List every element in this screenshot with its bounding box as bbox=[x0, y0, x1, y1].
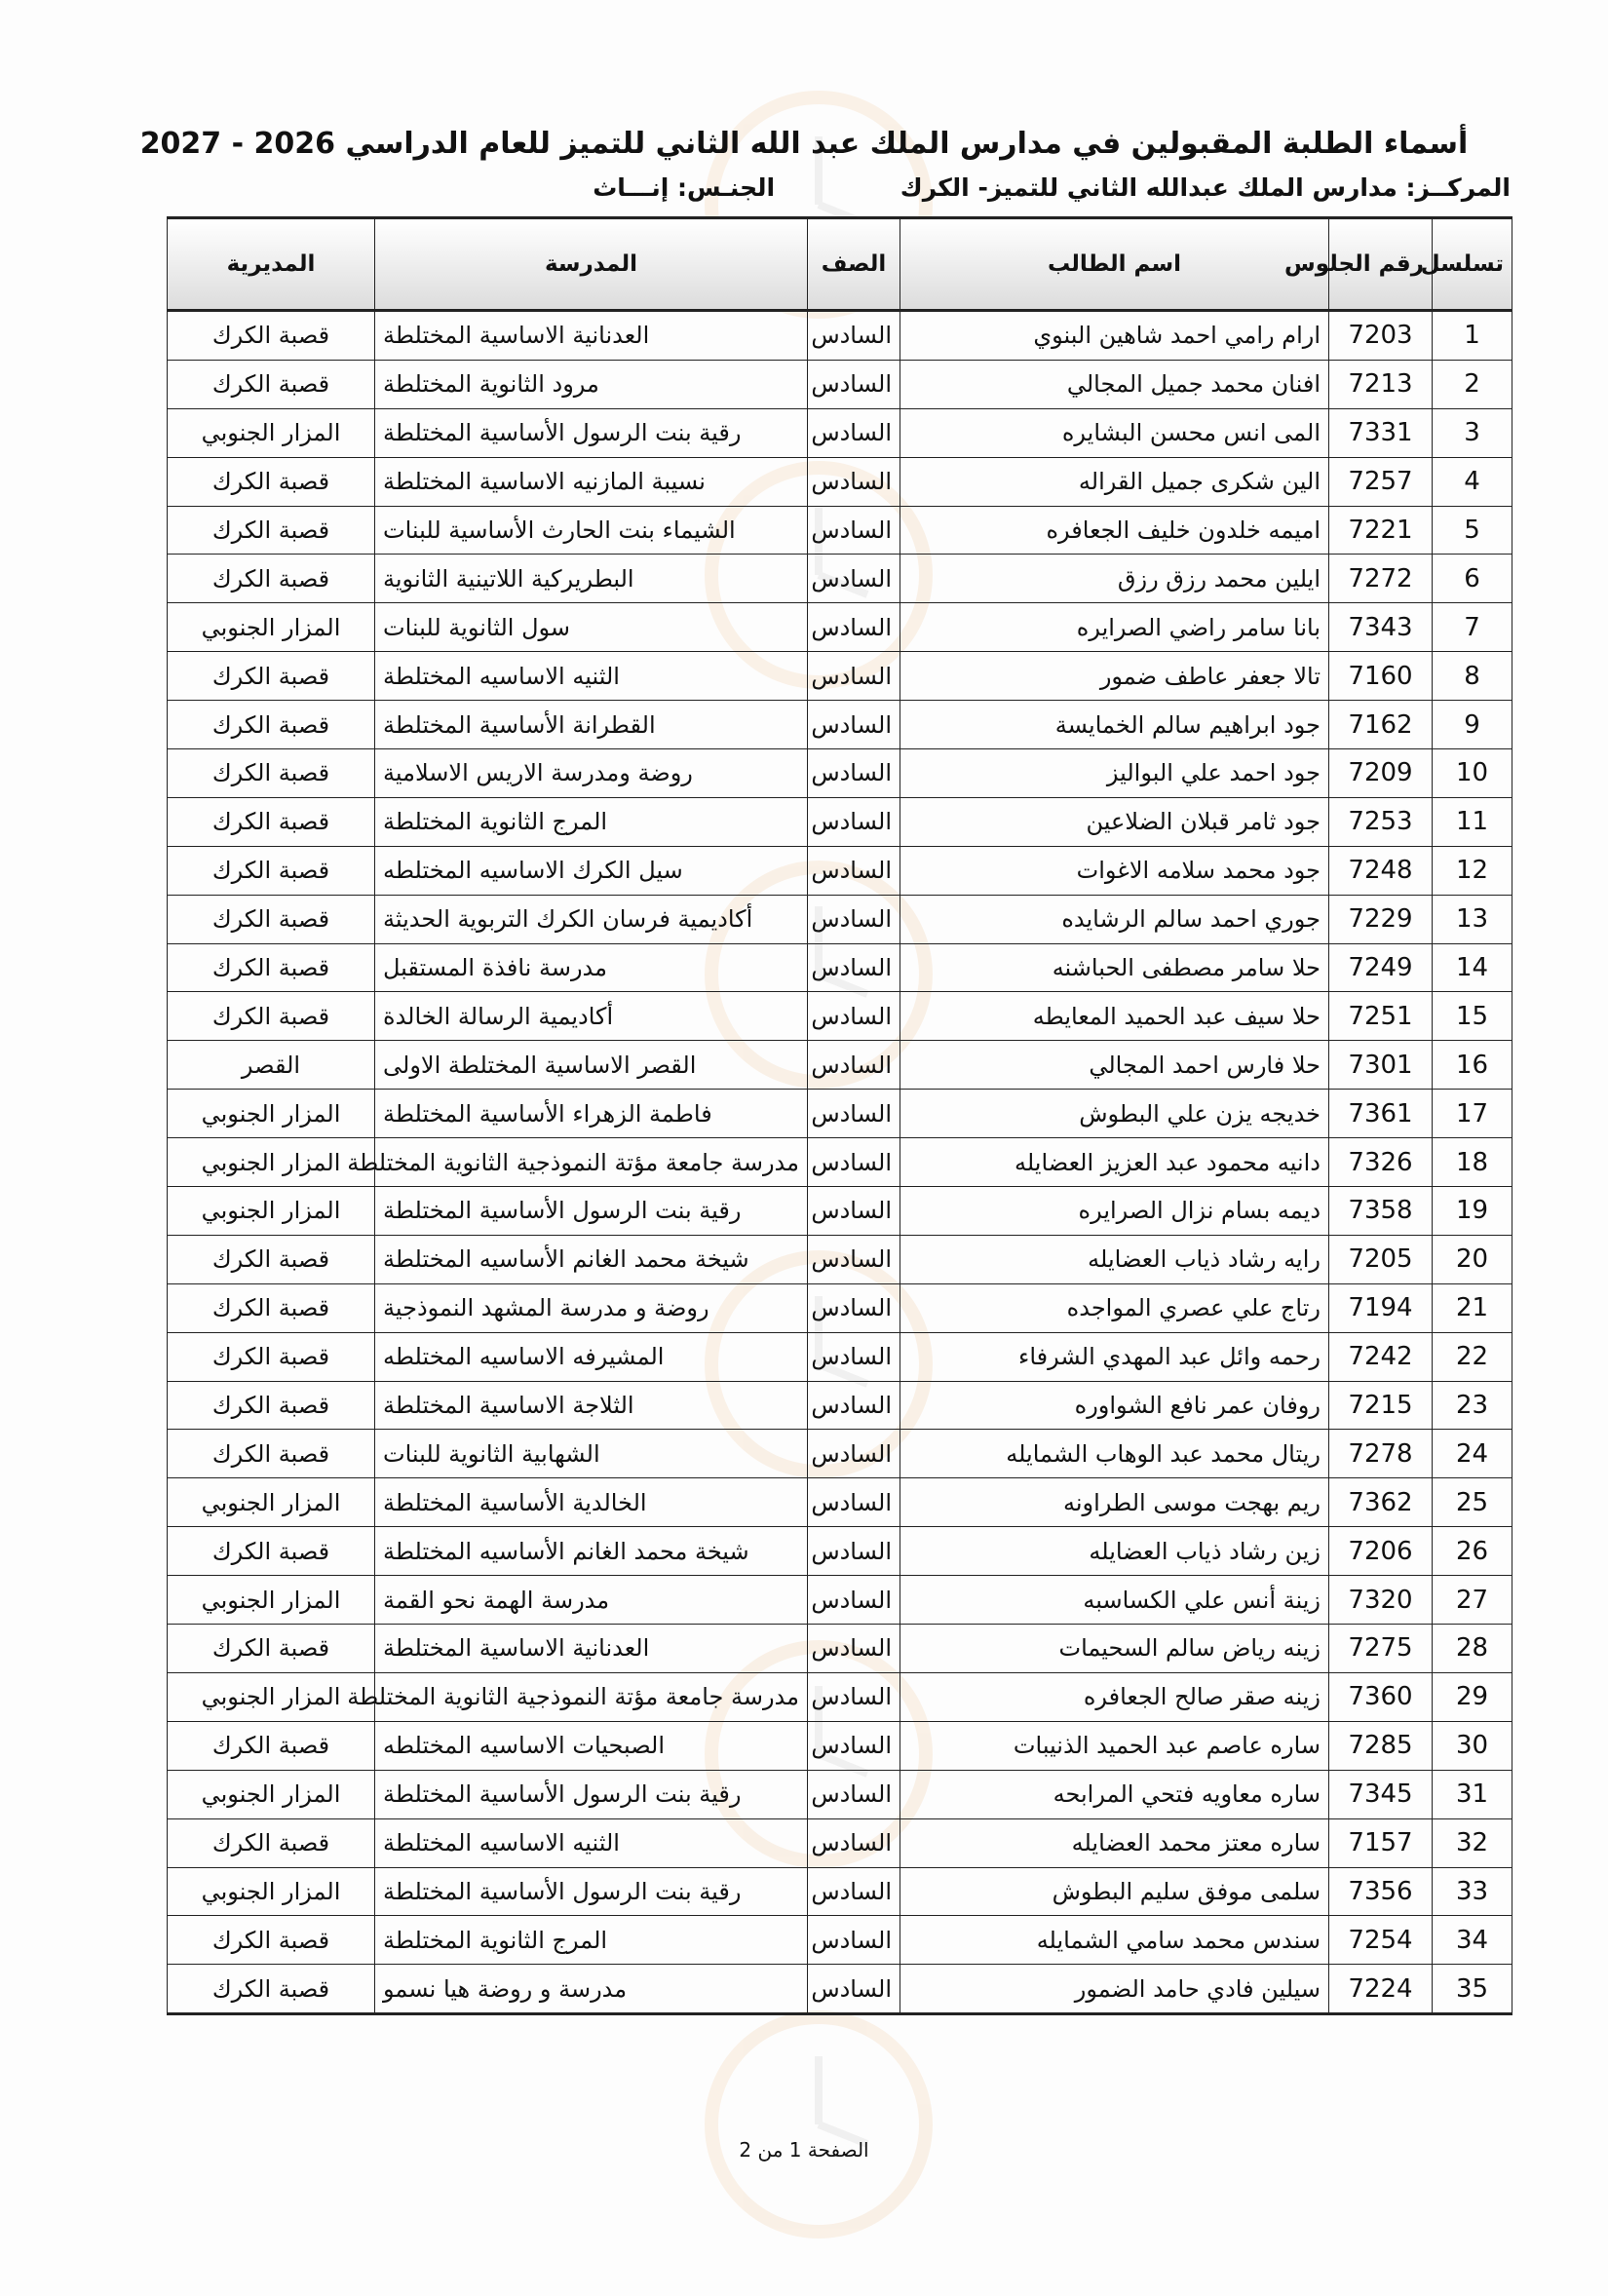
table-row bbox=[168, 457, 1512, 506]
cell-seq: 34 bbox=[1433, 1916, 1512, 1965]
cell-seat-number: 7203 bbox=[1329, 311, 1433, 361]
table-row bbox=[168, 555, 1512, 603]
cell-student-name: سندس محمد سامي الشمايله bbox=[900, 1916, 1329, 1965]
cell-seat-number: 7248 bbox=[1329, 846, 1433, 895]
cell-directorate: المزار الجنوبي bbox=[168, 1770, 375, 1818]
cell-student-name: ريم بهجت موسى الطراونه bbox=[900, 1478, 1329, 1527]
cell-school: رقية بنت الرسول الأساسية المختلطة bbox=[375, 408, 808, 457]
document-subheading bbox=[593, 173, 1511, 202]
cell-seq: 32 bbox=[1433, 1818, 1512, 1867]
header-school: المدرسة bbox=[375, 218, 808, 311]
cell-student-name: افنان محمد جميل المجالي bbox=[900, 360, 1329, 408]
cell-seat-number: 7257 bbox=[1329, 457, 1433, 506]
table-row bbox=[168, 1867, 1512, 1916]
table-row bbox=[168, 1818, 1512, 1867]
cell-seat-number: 7278 bbox=[1329, 1430, 1433, 1478]
cell-school: القطرانة الأساسية المختلطة bbox=[375, 701, 808, 749]
header-directorate: المديرية bbox=[168, 218, 375, 311]
cell-grade: السادس bbox=[808, 1430, 900, 1478]
cell-school: مدرسة الهمة نحو القمة bbox=[375, 1576, 808, 1625]
cell-seq: 15 bbox=[1433, 992, 1512, 1041]
table-row bbox=[168, 701, 1512, 749]
cell-student-name: روفان عمر نافع الشواوره bbox=[900, 1381, 1329, 1430]
cell-school: فاطمة الزهراء الأساسية المختلطة bbox=[375, 1090, 808, 1138]
center-label: المركــز: bbox=[1405, 173, 1511, 202]
cell-grade: السادس bbox=[808, 943, 900, 992]
cell-grade: السادس bbox=[808, 797, 900, 846]
cell-school: العدنانية الاساسية المختلطة bbox=[375, 311, 808, 361]
cell-seq: 18 bbox=[1433, 1138, 1512, 1187]
cell-directorate: المزار الجنوبي bbox=[168, 1090, 375, 1138]
cell-seat-number: 7253 bbox=[1329, 797, 1433, 846]
cell-seq: 31 bbox=[1433, 1770, 1512, 1818]
cell-seat-number: 7205 bbox=[1329, 1235, 1433, 1283]
header-grade: الصف bbox=[808, 218, 900, 311]
table-row bbox=[168, 749, 1512, 798]
cell-seq: 28 bbox=[1433, 1625, 1512, 1673]
cell-directorate: قصبة الكرك bbox=[168, 1818, 375, 1867]
cell-seq: 19 bbox=[1433, 1187, 1512, 1236]
students-table bbox=[167, 216, 1512, 2015]
cell-seq: 5 bbox=[1433, 506, 1512, 555]
cell-student-name: رايه رشاد ذياب العضايله bbox=[900, 1235, 1329, 1283]
cell-school: شيخة محمد الغانم الأساسيه المختلطة bbox=[375, 1235, 808, 1283]
cell-grade: السادس bbox=[808, 1090, 900, 1138]
cell-seq: 3 bbox=[1433, 408, 1512, 457]
table-row bbox=[168, 1527, 1512, 1576]
table-row bbox=[168, 1576, 1512, 1625]
cell-seat-number: 7251 bbox=[1329, 992, 1433, 1041]
table-row bbox=[168, 1090, 1512, 1138]
table-row bbox=[168, 603, 1512, 652]
cell-directorate: قصبة الكرك bbox=[168, 311, 375, 361]
cell-directorate: قصبة الكرك bbox=[168, 797, 375, 846]
cell-seat-number: 7249 bbox=[1329, 943, 1433, 992]
cell-grade: السادس bbox=[808, 506, 900, 555]
cell-directorate: قصبة الكرك bbox=[168, 1625, 375, 1673]
cell-student-name: اميمه خلدون خليف الجعافره bbox=[900, 506, 1329, 555]
cell-seat-number: 7331 bbox=[1329, 408, 1433, 457]
cell-student-name: زينه صقر صالح الجعافره bbox=[900, 1672, 1329, 1721]
cell-seat-number: 7360 bbox=[1329, 1672, 1433, 1721]
cell-directorate: قصبة الكرك bbox=[168, 1381, 375, 1430]
table-row bbox=[168, 1721, 1512, 1770]
cell-seq: 1 bbox=[1433, 311, 1512, 361]
cell-school: البطريركية اللاتينية الثانوية bbox=[375, 555, 808, 603]
table-header-row bbox=[168, 218, 1512, 311]
cell-school: المرج الثانوية المختلطة bbox=[375, 1916, 808, 1965]
cell-student-name: رحمه وائل عبد المهدي الشرفاء bbox=[900, 1332, 1329, 1381]
cell-school: سول الثانوية للبنات bbox=[375, 603, 808, 652]
cell-student-name: سلمى موفق سليم البطوش bbox=[900, 1867, 1329, 1916]
cell-student-name: ريتال محمد عبد الوهاب الشمايله bbox=[900, 1430, 1329, 1478]
cell-seat-number: 7254 bbox=[1329, 1916, 1433, 1965]
cell-student-name: ايلين محمد رزق رزق bbox=[900, 555, 1329, 603]
cell-grade: السادس bbox=[808, 1576, 900, 1625]
cell-directorate: قصبة الكرك bbox=[168, 457, 375, 506]
cell-directorate: قصبة الكرك bbox=[168, 1332, 375, 1381]
cell-directorate: المزار الجنوبي bbox=[168, 1672, 375, 1721]
cell-seat-number: 7209 bbox=[1329, 749, 1433, 798]
cell-school: الثنيه الاساسيه المختلطة bbox=[375, 1818, 808, 1867]
cell-seq: 25 bbox=[1433, 1478, 1512, 1527]
cell-grade: السادس bbox=[808, 1235, 900, 1283]
cell-student-name: تالا جعفر عاطف ضمور bbox=[900, 652, 1329, 701]
cell-seq: 20 bbox=[1433, 1235, 1512, 1283]
cell-grade: السادس bbox=[808, 1138, 900, 1187]
cell-school: المرج الثانوية المختلطة bbox=[375, 797, 808, 846]
cell-grade: السادس bbox=[808, 1625, 900, 1673]
cell-student-name: زين رشاد ذياب العضايله bbox=[900, 1527, 1329, 1576]
cell-directorate: القصر bbox=[168, 1041, 375, 1090]
cell-seq: 26 bbox=[1433, 1527, 1512, 1576]
cell-school: الشيماء بنت الحارث الأساسية للبنات bbox=[375, 506, 808, 555]
cell-school: القصر الاساسية المختلطة الاولى bbox=[375, 1041, 808, 1090]
table-row bbox=[168, 311, 1512, 361]
cell-seat-number: 7358 bbox=[1329, 1187, 1433, 1236]
table-row bbox=[168, 895, 1512, 943]
cell-grade: السادس bbox=[808, 457, 900, 506]
cell-seat-number: 7224 bbox=[1329, 1965, 1433, 2014]
table-body bbox=[168, 311, 1512, 2014]
cell-grade: السادس bbox=[808, 1867, 900, 1916]
cell-student-name: حلا فارس احمد المجالي bbox=[900, 1041, 1329, 1090]
cell-seat-number: 7301 bbox=[1329, 1041, 1433, 1090]
cell-school: مدرسة جامعة مؤتة النموذجية الثانوية المختلطة bbox=[375, 1672, 808, 1721]
cell-grade: السادس bbox=[808, 360, 900, 408]
cell-directorate: قصبة الكرك bbox=[168, 1430, 375, 1478]
cell-student-name: ديمه بسام نزال الصرايره bbox=[900, 1187, 1329, 1236]
cell-grade: السادس bbox=[808, 1916, 900, 1965]
cell-student-name: جود محمد سلامه الاغوات bbox=[900, 846, 1329, 895]
cell-student-name: ساره معتز محمد العضايله bbox=[900, 1818, 1329, 1867]
cell-school: مدرسة نافذة المستقبل bbox=[375, 943, 808, 992]
header-seat-number: رقم الجلوس bbox=[1329, 218, 1433, 311]
cell-directorate: قصبة الكرك bbox=[168, 506, 375, 555]
cell-student-name: دانيه محمود عبد العزيز العضايله bbox=[900, 1138, 1329, 1187]
cell-directorate: قصبة الكرك bbox=[168, 1527, 375, 1576]
cell-seq: 29 bbox=[1433, 1672, 1512, 1721]
cell-school: الصبحيات الاساسيه المختلطه bbox=[375, 1721, 808, 1770]
cell-directorate: قصبة الكرك bbox=[168, 652, 375, 701]
cell-grade: السادس bbox=[808, 1332, 900, 1381]
cell-seat-number: 7356 bbox=[1329, 1867, 1433, 1916]
cell-seq: 24 bbox=[1433, 1430, 1512, 1478]
cell-seq: 22 bbox=[1433, 1332, 1512, 1381]
table-row bbox=[168, 1041, 1512, 1090]
cell-directorate: المزار الجنوبي bbox=[168, 1138, 375, 1187]
gender-label: الجنـس: bbox=[677, 173, 776, 202]
header-student-name: اسم الطالب bbox=[900, 218, 1329, 311]
cell-directorate: المزار الجنوبي bbox=[168, 1478, 375, 1527]
cell-grade: السادس bbox=[808, 1283, 900, 1332]
cell-school: المشيرفه الاساسيه المختلطه bbox=[375, 1332, 808, 1381]
cell-grade: السادس bbox=[808, 846, 900, 895]
cell-seq: 23 bbox=[1433, 1381, 1512, 1430]
cell-seat-number: 7229 bbox=[1329, 895, 1433, 943]
cell-grade: السادس bbox=[808, 1965, 900, 2014]
cell-school: أكاديمية فرسان الكرك التربوية الحديثة bbox=[375, 895, 808, 943]
cell-school: العدنانية الاساسية المختلطة bbox=[375, 1625, 808, 1673]
cell-school: الخالدية الأساسية المختلطة bbox=[375, 1478, 808, 1527]
cell-student-name: المى انس محسن البشايره bbox=[900, 408, 1329, 457]
cell-seq: 14 bbox=[1433, 943, 1512, 992]
cell-school: رقية بنت الرسول الأساسية المختلطة bbox=[375, 1187, 808, 1236]
cell-school: الثلاجة الاساسية المختلطة bbox=[375, 1381, 808, 1430]
cell-student-name: بانا سامر راضي الصرايره bbox=[900, 603, 1329, 652]
table-row bbox=[168, 1672, 1512, 1721]
cell-school: سيل الكرك الاساسيه المختلطه bbox=[375, 846, 808, 895]
cell-school: رقية بنت الرسول الأساسية المختلطة bbox=[375, 1867, 808, 1916]
cell-grade: السادس bbox=[808, 652, 900, 701]
cell-school: مرود الثانوية المختلطة bbox=[375, 360, 808, 408]
cell-grade: السادس bbox=[808, 749, 900, 798]
document-title: أسماء الطلبة المقبولين في مدارس الملك عبد الله الثاني للتميز للعام الدراسي 2026 - 2027 bbox=[139, 127, 1469, 161]
cell-seat-number: 7275 bbox=[1329, 1625, 1433, 1673]
cell-student-name: جوري احمد سالم الرشايده bbox=[900, 895, 1329, 943]
cell-directorate: قصبة الكرك bbox=[168, 1965, 375, 2014]
gender-value: إنـــاث bbox=[593, 173, 670, 202]
cell-seat-number: 7242 bbox=[1329, 1332, 1433, 1381]
cell-seat-number: 7361 bbox=[1329, 1090, 1433, 1138]
cell-directorate: قصبة الكرك bbox=[168, 555, 375, 603]
cell-student-name: حلا سيف عبد الحميد المعايطه bbox=[900, 992, 1329, 1041]
table-row bbox=[168, 1332, 1512, 1381]
cell-seat-number: 7215 bbox=[1329, 1381, 1433, 1430]
center-value: مدارس الملك عبدالله الثاني للتميز- الكرك bbox=[900, 173, 1397, 202]
table-row bbox=[168, 1381, 1512, 1430]
cell-student-name: جود ابراهيم سالم الخمايسة bbox=[900, 701, 1329, 749]
cell-seat-number: 7345 bbox=[1329, 1770, 1433, 1818]
table-row bbox=[168, 1138, 1512, 1187]
cell-student-name: الين شكرى جميل القراله bbox=[900, 457, 1329, 506]
table-row bbox=[168, 943, 1512, 992]
cell-directorate: قصبة الكرك bbox=[168, 943, 375, 992]
cell-grade: السادس bbox=[808, 603, 900, 652]
cell-seq: 12 bbox=[1433, 846, 1512, 895]
cell-grade: السادس bbox=[808, 1187, 900, 1236]
cell-directorate: قصبة الكرك bbox=[168, 360, 375, 408]
cell-school: رقية بنت الرسول الأساسية المختلطة bbox=[375, 1770, 808, 1818]
cell-school: روضة ومدرسة الاريس الاسلامية bbox=[375, 749, 808, 798]
cell-school: شيخة محمد الغانم الأساسيه المختلطة bbox=[375, 1527, 808, 1576]
cell-seat-number: 7206 bbox=[1329, 1527, 1433, 1576]
cell-directorate: قصبة الكرك bbox=[168, 749, 375, 798]
cell-student-name: جود ثامر قبلان الضلاعين bbox=[900, 797, 1329, 846]
table-row bbox=[168, 846, 1512, 895]
cell-seq: 4 bbox=[1433, 457, 1512, 506]
cell-seat-number: 7272 bbox=[1329, 555, 1433, 603]
cell-student-name: حلا سامر مصطفى الحباشنه bbox=[900, 943, 1329, 992]
cell-grade: السادس bbox=[808, 1381, 900, 1430]
cell-directorate: المزار الجنوبي bbox=[168, 1576, 375, 1625]
cell-seq: 30 bbox=[1433, 1721, 1512, 1770]
cell-seat-number: 7213 bbox=[1329, 360, 1433, 408]
cell-grade: السادس bbox=[808, 701, 900, 749]
cell-seq: 21 bbox=[1433, 1283, 1512, 1332]
cell-seq: 8 bbox=[1433, 652, 1512, 701]
students-table-container bbox=[168, 216, 1512, 2015]
table-row bbox=[168, 408, 1512, 457]
cell-directorate: قصبة الكرك bbox=[168, 1235, 375, 1283]
cell-school: مدرسة و روضة هيا نسمو bbox=[375, 1965, 808, 2014]
cell-seq: 17 bbox=[1433, 1090, 1512, 1138]
page-footer: الصفحة 1 من 2 bbox=[739, 2138, 869, 2162]
cell-seat-number: 7221 bbox=[1329, 506, 1433, 555]
table-row bbox=[168, 360, 1512, 408]
cell-grade: السادس bbox=[808, 1818, 900, 1867]
cell-seq: 11 bbox=[1433, 797, 1512, 846]
cell-student-name: ارام رامي احمد شاهين البنوي bbox=[900, 311, 1329, 361]
table-row bbox=[168, 652, 1512, 701]
cell-school: الشهابية الثانوية للبنات bbox=[375, 1430, 808, 1478]
cell-seq: 7 bbox=[1433, 603, 1512, 652]
cell-seq: 35 bbox=[1433, 1965, 1512, 2014]
table-row bbox=[168, 1770, 1512, 1818]
cell-student-name: سيلين فادي حامد الضمور bbox=[900, 1965, 1329, 2014]
cell-directorate: قصبة الكرك bbox=[168, 1283, 375, 1332]
cell-grade: السادس bbox=[808, 1041, 900, 1090]
cell-seat-number: 7343 bbox=[1329, 603, 1433, 652]
cell-student-name: ساره عاصم عبد الحميد الذنيبات bbox=[900, 1721, 1329, 1770]
cell-seq: 10 bbox=[1433, 749, 1512, 798]
cell-school: نسيبة المازنيه الاساسية المختلطة bbox=[375, 457, 808, 506]
cell-student-name: رتاج علي عصري المواجده bbox=[900, 1283, 1329, 1332]
cell-seq: 16 bbox=[1433, 1041, 1512, 1090]
cell-grade: السادس bbox=[808, 555, 900, 603]
cell-student-name: ساره معاويه فتحي المرابحه bbox=[900, 1770, 1329, 1818]
cell-school: روضة و مدرسة المشهد النموذجية bbox=[375, 1283, 808, 1332]
cell-grade: السادس bbox=[808, 895, 900, 943]
cell-seat-number: 7157 bbox=[1329, 1818, 1433, 1867]
table-row bbox=[168, 1430, 1512, 1478]
table-row bbox=[168, 992, 1512, 1041]
cell-directorate: قصبة الكرك bbox=[168, 992, 375, 1041]
cell-directorate: قصبة الكرك bbox=[168, 1916, 375, 1965]
table-row bbox=[168, 1965, 1512, 2014]
cell-grade: السادس bbox=[808, 1721, 900, 1770]
table-row bbox=[168, 1478, 1512, 1527]
table-row bbox=[168, 1916, 1512, 1965]
cell-grade: السادس bbox=[808, 1672, 900, 1721]
cell-seat-number: 7160 bbox=[1329, 652, 1433, 701]
cell-directorate: المزار الجنوبي bbox=[168, 1867, 375, 1916]
cell-student-name: زينة أنس علي الكساسبه bbox=[900, 1576, 1329, 1625]
cell-student-name: زينه رياض سالم السحيمات bbox=[900, 1625, 1329, 1673]
header-seq: تسلسل bbox=[1433, 218, 1512, 311]
table-row bbox=[168, 797, 1512, 846]
cell-directorate: المزار الجنوبي bbox=[168, 603, 375, 652]
cell-seat-number: 7162 bbox=[1329, 701, 1433, 749]
cell-directorate: قصبة الكرك bbox=[168, 701, 375, 749]
cell-seat-number: 7285 bbox=[1329, 1721, 1433, 1770]
cell-student-name: خديجه يزن علي البطوش bbox=[900, 1090, 1329, 1138]
table-row bbox=[168, 1187, 1512, 1236]
cell-school: أكاديمية الرسالة الخالدة bbox=[375, 992, 808, 1041]
cell-directorate: المزار الجنوبي bbox=[168, 408, 375, 457]
cell-seq: 27 bbox=[1433, 1576, 1512, 1625]
cell-seq: 9 bbox=[1433, 701, 1512, 749]
table-row bbox=[168, 1625, 1512, 1673]
cell-seq: 2 bbox=[1433, 360, 1512, 408]
cell-student-name: جود احمد علي البواليز bbox=[900, 749, 1329, 798]
cell-directorate: قصبة الكرك bbox=[168, 846, 375, 895]
table-row bbox=[168, 506, 1512, 555]
cell-directorate: المزار الجنوبي bbox=[168, 1187, 375, 1236]
cell-grade: السادس bbox=[808, 992, 900, 1041]
cell-grade: السادس bbox=[808, 311, 900, 361]
cell-school: مدرسة جامعة مؤتة النموذجية الثانوية المختلطة bbox=[375, 1138, 808, 1187]
cell-seq: 13 bbox=[1433, 895, 1512, 943]
cell-directorate: قصبة الكرك bbox=[168, 1721, 375, 1770]
cell-school: الثنيه الاساسيه المختلطة bbox=[375, 652, 808, 701]
cell-seq: 33 bbox=[1433, 1867, 1512, 1916]
cell-seat-number: 7320 bbox=[1329, 1576, 1433, 1625]
table-row bbox=[168, 1235, 1512, 1283]
cell-seat-number: 7326 bbox=[1329, 1138, 1433, 1187]
cell-grade: السادس bbox=[808, 1527, 900, 1576]
table-row bbox=[168, 1283, 1512, 1332]
cell-directorate: قصبة الكرك bbox=[168, 895, 375, 943]
watermark-clock-icon bbox=[526, 1978, 1111, 2271]
cell-seq: 6 bbox=[1433, 555, 1512, 603]
cell-seat-number: 7194 bbox=[1329, 1283, 1433, 1332]
cell-grade: السادس bbox=[808, 1770, 900, 1818]
cell-grade: السادس bbox=[808, 408, 900, 457]
cell-grade: السادس bbox=[808, 1478, 900, 1527]
cell-seat-number: 7362 bbox=[1329, 1478, 1433, 1527]
